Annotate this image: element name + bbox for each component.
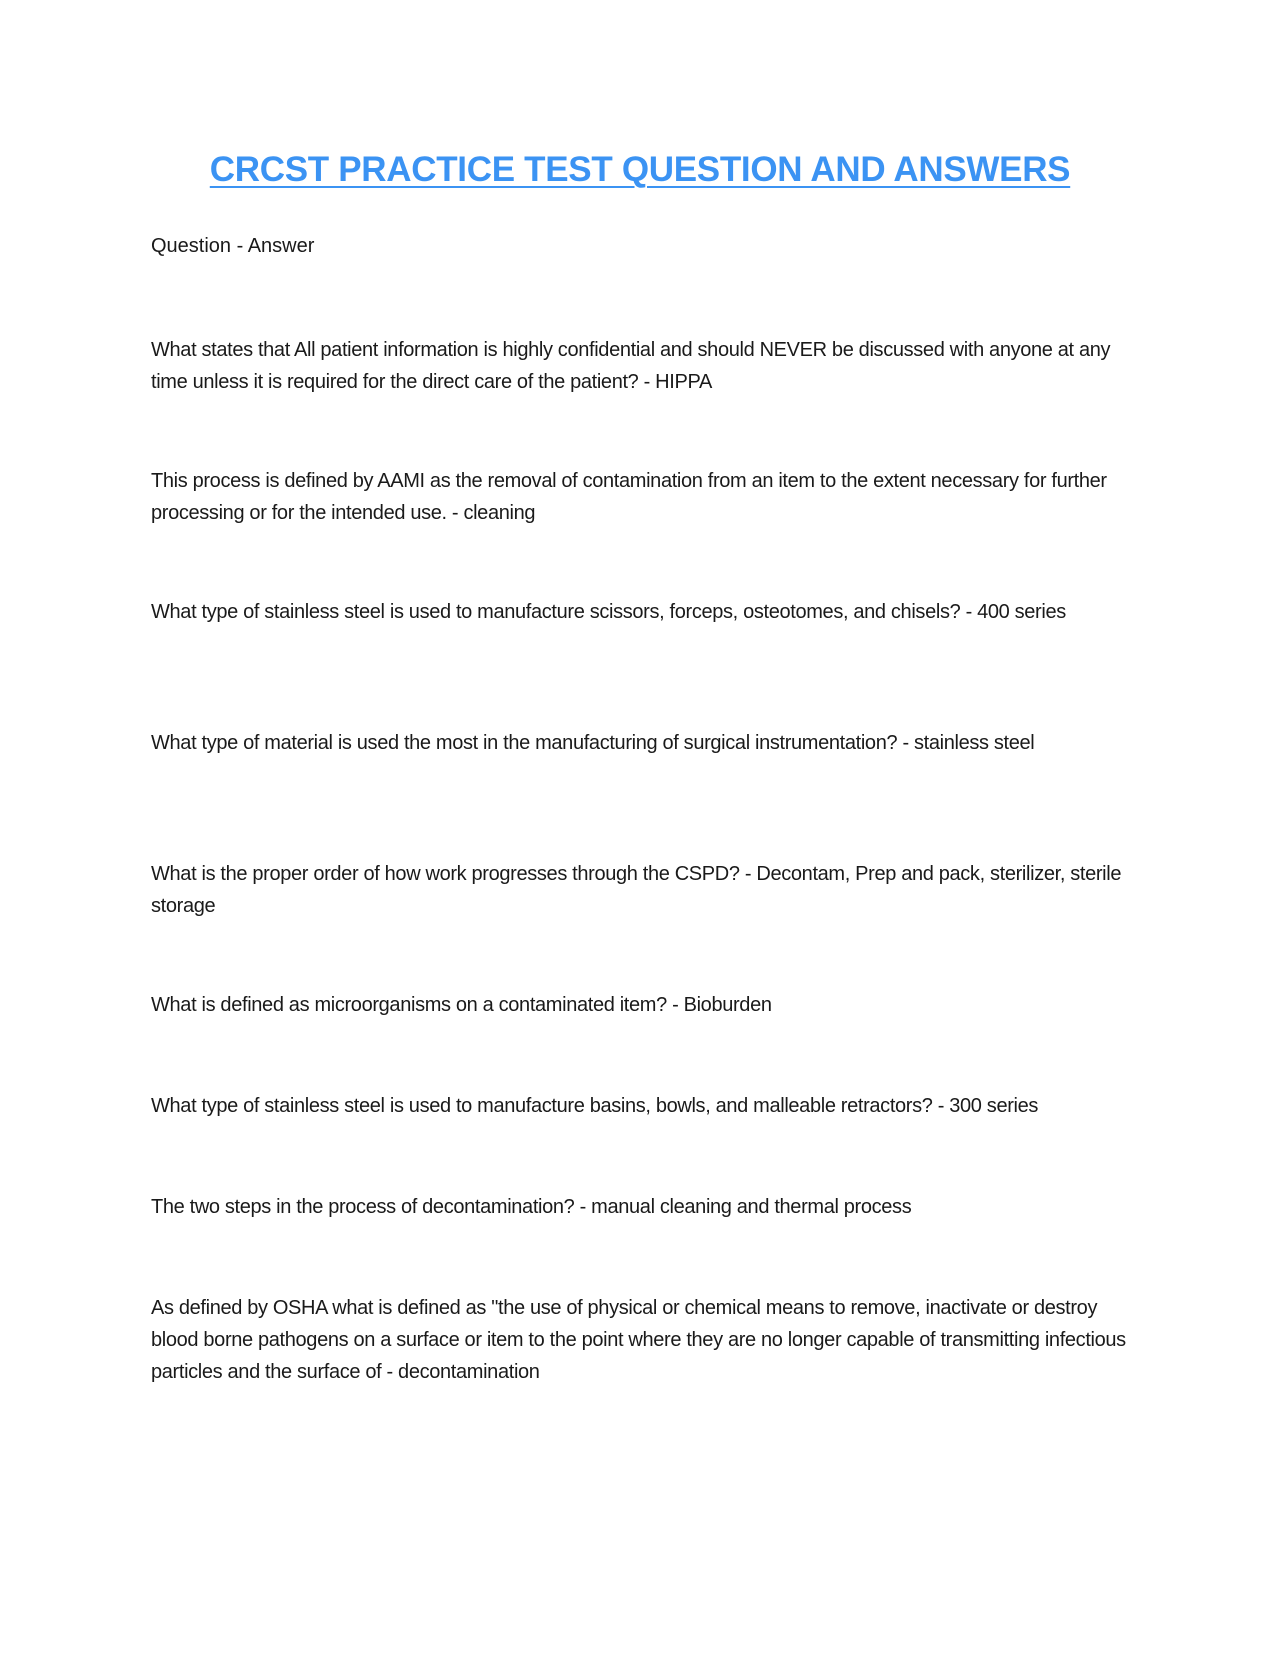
qa-item: As defined by OSHA what is defined as "the use of physical or chemical means to remove, inactivate or destroy blood borne pathogens on a surface or item to the point where they are no longer capable of transmitting infectious particles and the surface of - decontamination (151, 1297, 1126, 1383)
qa-item: What is the proper order of how work progresses through the CSPD? - Decontam, Prep and pack, sterilizer, sterile storage (151, 863, 1122, 917)
qa-item: The two steps in the process of decontamination? - manual cleaning and thermal process (151, 1196, 912, 1218)
qa-item: What is defined as microorganisms on a contaminated item? - Bioburden (151, 994, 772, 1016)
qa-item: What type of material is used the most in the manufacturing of surgical instrumentation? - stainless steel (151, 732, 1035, 754)
qa-item: What states that All patient information is highly confidential and should NEVER be discussed with anyone at any time unless it is required for the direct care of the patient? - HIPPA (151, 339, 1111, 393)
qa-item: What type of stainless steel is used to manufacture basins, bowls, and malleable retractors? - 300 series (151, 1095, 1039, 1117)
subheading: Question - Answer (151, 235, 315, 257)
qa-item: This process is defined by AAMI as the removal of contamination from an item to the extent necessary for further processing or for the intended use. - cleaning (151, 470, 1107, 524)
document-title: CRCST PRACTICE TEST QUESTION AND ANSWERS (209, 150, 1071, 189)
qa-item: What type of stainless steel is used to manufacture scissors, forceps, osteotomes, and chisels? - 400 series (151, 601, 1066, 623)
